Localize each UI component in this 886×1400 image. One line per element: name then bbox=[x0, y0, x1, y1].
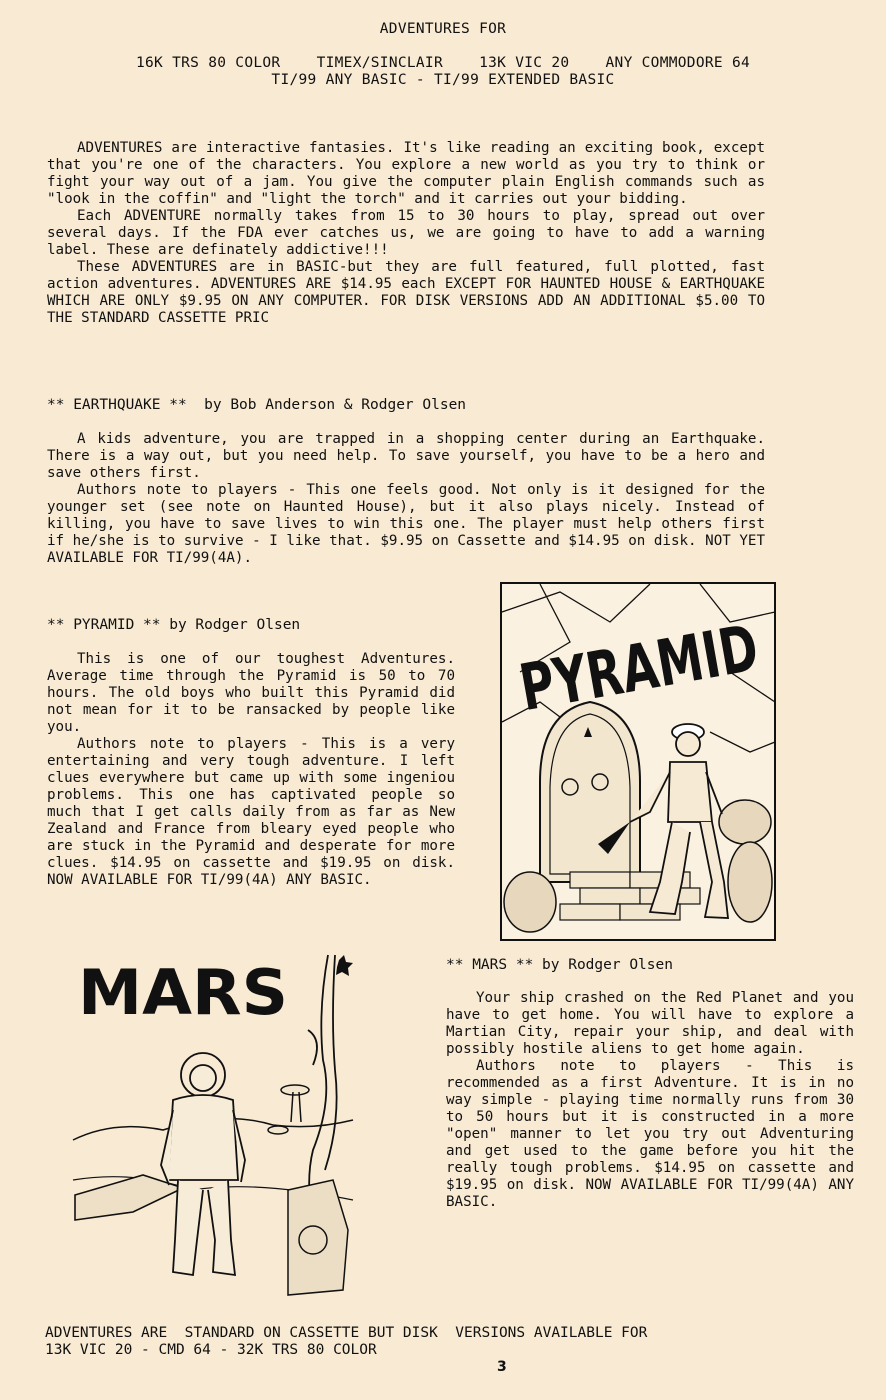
mars-art-title: MARS bbox=[78, 956, 288, 1029]
earthquake-paragraph: A kids adventure, you are trapped in a shopping center during an Earthquake. There is a way out, but you need help. To save yourself, you have to be a hero and save others first. bbox=[47, 431, 765, 481]
mars-title: ** MARS ** by Rodger Olsen bbox=[446, 957, 673, 973]
pyramid-art-title: PYRAMID bbox=[514, 595, 856, 727]
pyramid-title: ** PYRAMID ** by Rodger Olsen bbox=[47, 617, 301, 633]
intro-paragraph: These ADVENTURES are in BASIC-but they are full featured, full plotted, fast action adventures. ADVENTURES ARE $14.95 each EXCEPT FOR HAUNTED HOUSE & EARTHQUAKE WHICH ARE ONLY $9.95 ON ANY COMPUTER. FOR DISK VERSIONS ADD AN ADDITIONAL $5.00 TO THE STANDARD CASSETTE PRIC bbox=[47, 259, 765, 326]
mars-paragraph: Your ship crashed on the Red Planet and you have to get home. You will have to explore a Martian City, repair your ship, and deal with possibly hostile aliens to get home again. bbox=[446, 990, 854, 1057]
header-ti-versions: TI/99 ANY BASIC - TI/99 EXTENDED BASIC bbox=[271, 72, 615, 88]
footer-line: ADVENTURES ARE STANDARD ON CASSETTE BUT DISK VERSIONS AVAILABLE FOR bbox=[45, 1325, 648, 1341]
page-number: 3 bbox=[497, 1359, 507, 1375]
pyramid-paragraph: Authors note to players - This is a very entertaining and very tough adventure. I left clues everywhere but came up with some ingeniou problems. This one has captivated people so much that I get calls daily from as far as New Zealand and France from bleary eyed people who are stuck in the Pyramid and desperate for more clues. $14.95 on cassette and $19.95 on disk. NOW AVAILABLE FOR TI/99(4A) ANY BASIC. bbox=[47, 736, 455, 888]
intro-paragraph: ADVENTURES are interactive fantasies. It's like reading an exciting book, except that you're one of the characters. You explore a new world as you try to think or fight your way out of a jam. You give the computer plain English commands such as "look in the coffin" and "light the torch" and it carries out your bidding. bbox=[47, 140, 765, 207]
intro-section bbox=[47, 140, 765, 327]
header-title: ADVENTURES FOR bbox=[379, 21, 507, 37]
pyramid-paragraph: This is one of our toughest Adventures. Average time through the Pyramid is 50 to 70 hours. The old boys who built this Pyramid did not mean for it to be ransacked by people like you. bbox=[47, 651, 455, 735]
earthquake-title: ** EARTHQUAKE ** by Bob Anderson & Rodger Olsen bbox=[47, 397, 467, 413]
intro-paragraph: Each ADVENTURE normally takes from 15 to 30 hours to play, spread out over several days. If the FDA ever catches us, we are going to have to add a warning label. These are definately addictive!!! bbox=[47, 208, 765, 258]
earthquake-section bbox=[47, 431, 765, 567]
footer-line: 13K VIC 20 - CMD 64 - 32K TRS 80 COLOR bbox=[45, 1342, 377, 1358]
pyramid-section bbox=[47, 651, 455, 889]
earthquake-paragraph: Authors note to players - This one feels good. Not only is it designed for the younger set (see note on Haunted House), but it also plays nicely. Instead of killing, you have to save lives to win this one. The player must help others first if he/she is to survive - I like that. $9.95 on Cassette and $14.95 on disk. NOT YET AVAILABLE FOR TI/99(4A). bbox=[47, 482, 765, 566]
mars-paragraph: Authors note to players - This is recommended as a first Adventure. It is in no way simple - playing time normally runs from 30 to 50 hours but it is constructed in a more "open" manner to let you try out Adventuring and get used to the game before you hit the really tough problems. $14.95 on cassette and $19.95 on disk. NOW AVAILABLE FOR TI/99(4A) ANY BASIC. bbox=[446, 1058, 854, 1210]
mars-section bbox=[446, 990, 854, 1211]
header-platforms: 16K TRS 80 COLOR TIMEX/SINCLAIR 13K VIC 20 ANY COMMODORE 64 bbox=[135, 55, 751, 71]
mars-illustration bbox=[73, 950, 353, 1305]
pyramid-illustration bbox=[500, 582, 856, 942]
